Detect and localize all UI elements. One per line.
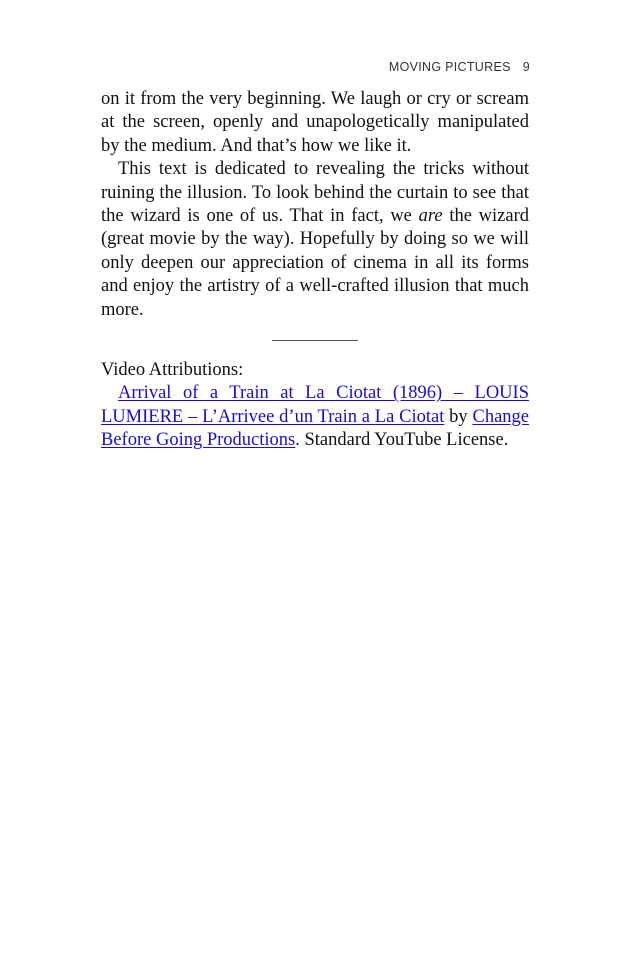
attribution-by-text: by xyxy=(444,406,473,427)
paragraph-text-after-italic: the wizard (great movie by the way). Hopefully by doing so we will only deepen our appreciation of cinema in all its forms and enjoy the artistry of a well-crafted illusion that much more. xyxy=(101,206,529,320)
author-link[interactable]: Change Before Going Productions xyxy=(101,406,530,451)
paragraph-text-before-italic: This text is dedicated to revealing the tricks without ruining the illusion. To look behind the curtain to see that the wizard is one of us. That in fact, we xyxy=(101,159,529,227)
license-text: . Standard YouTube License. xyxy=(295,430,509,451)
paragraph-continuation: on it from the very beginning. We laugh or cry or scream at the screen, openly and unapologetically manipulated by the medium. And that’s how we like it. xyxy=(101,89,529,156)
running-header xyxy=(389,60,530,74)
page-number: 9 xyxy=(522,60,530,74)
attributions-heading: Video Attributions: xyxy=(101,360,244,380)
paragraph-dedication xyxy=(101,158,529,322)
video-title-link[interactable]: Arrival of a Train at La Ciotat (1896) – LOUIS LUMIERE – L’Arrivee d’un Train a La Ciotat xyxy=(101,383,529,427)
section-divider xyxy=(272,340,358,341)
video-attributions xyxy=(101,359,529,453)
body-text xyxy=(101,88,529,322)
running-title: MOVING PICTURES xyxy=(388,60,511,74)
italic-emphasis: are xyxy=(418,206,443,227)
attribution-entry xyxy=(101,382,529,452)
